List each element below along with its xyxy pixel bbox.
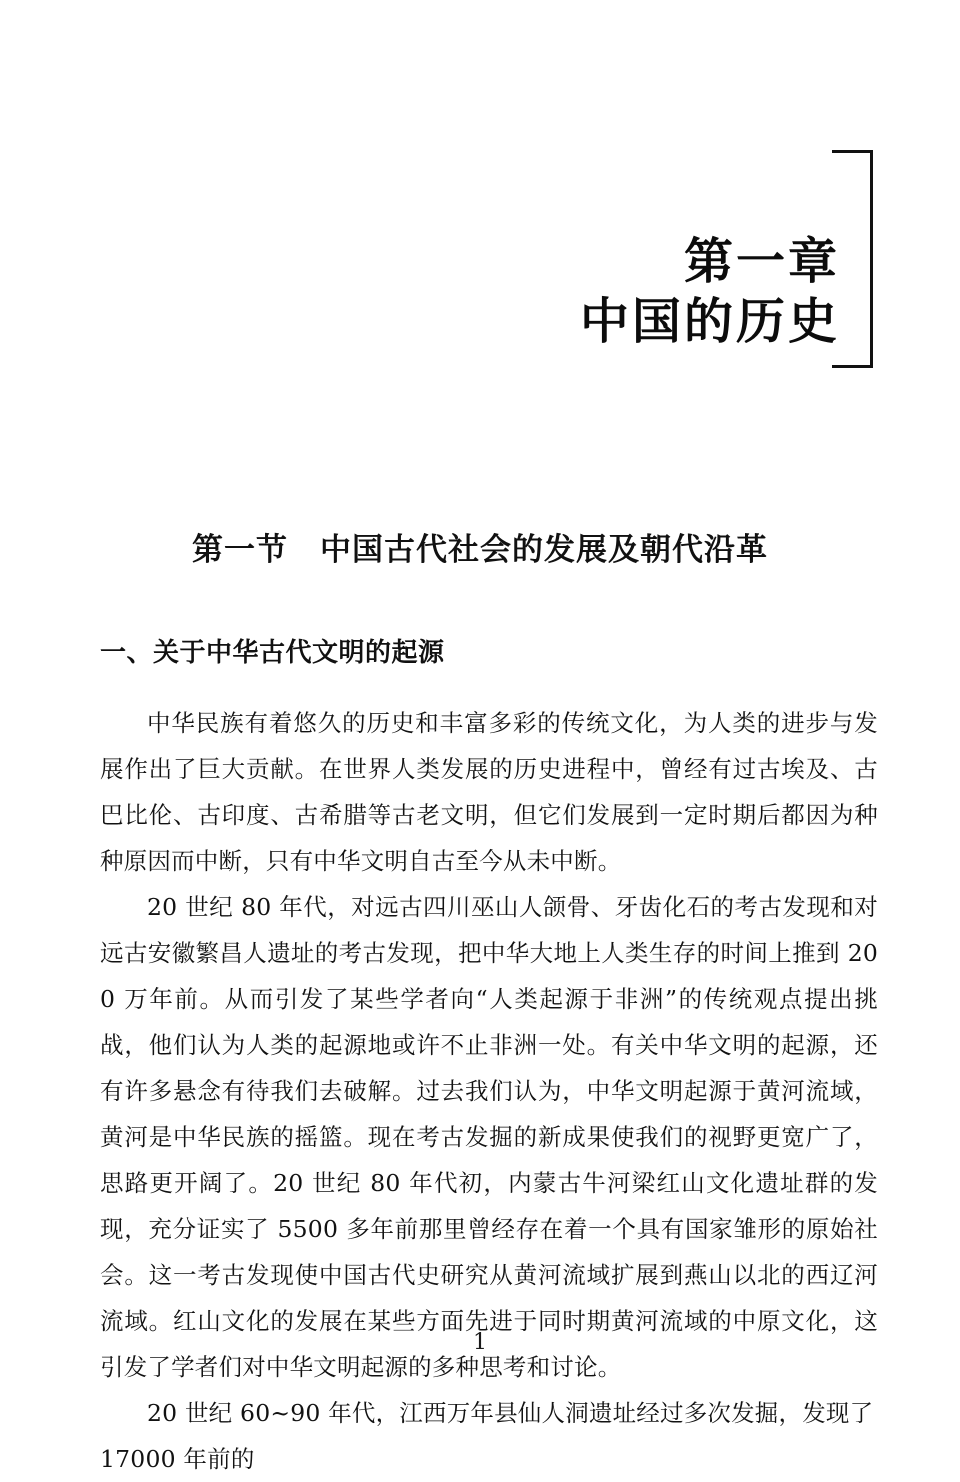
page-number: 1 — [473, 1330, 487, 1355]
body-paragraph: 中华民族有着悠久的历史和丰富多彩的传统文化，为人类的进步与发展作出了巨大贡献。在世界人类发展的历史进程中，曾经有过古埃及、古巴比伦、古印度、古希腊等古老文明，但它们发展到一定时期后都因为种种原因而中断，只有中华文明自古至今从未中断。 — [100, 709, 878, 875]
subsection-heading: 一、关于中华古代文明的起源 — [100, 638, 445, 668]
chapter-number: 第一章 — [683, 233, 840, 290]
chapter-title-wrap — [0, 232, 840, 352]
chapter-header — [0, 150, 960, 380]
body-paragraph: 20 世纪 60~90 年代，江西万年县仙人洞遗址经过多次发掘，发现了 17000 年前的 — [100, 1399, 874, 1473]
section-heading: 第一节 中国古代社会的发展及朝代沿革 — [192, 532, 768, 568]
chapter-title: 中国的历史 — [579, 293, 840, 350]
body-text-block — [100, 700, 878, 1482]
body-paragraph: 20 世纪 80 年代，对远古四川巫山人颌骨、牙齿化石的考古发现和对远古安徽繁昌人遗址的考古发现，把中华大地上人类生存的时间上推到 200 万年前。从而引发了某些学者向“人类起源于非洲”的传统观点提出挑战，他们认为人类的起源地或许不止非洲一处。有关中华文明的起源，还有许多悬念有待我们去破解。过去我们认为，中华文明起源于黄河流域，黄河是中华民族的摇篮。现在考古发掘的新成果使我们的视野更宽广了，思路更开阔了。20 世纪 80 年代初，内蒙古牛河梁红山文化遗址群的发现，充分证实了 5500 多年前那里曾经存在着一个具有国家雏形的原始社会。这一考古发现使中国古代史研究从黄河流域扩展到燕山以北的西辽河流域。红山文化的发展在某些方面先进于同时期黄河流域的中原文化，这引发了学者们对中华文明起源的多种思考和讨论。 — [100, 893, 878, 1381]
